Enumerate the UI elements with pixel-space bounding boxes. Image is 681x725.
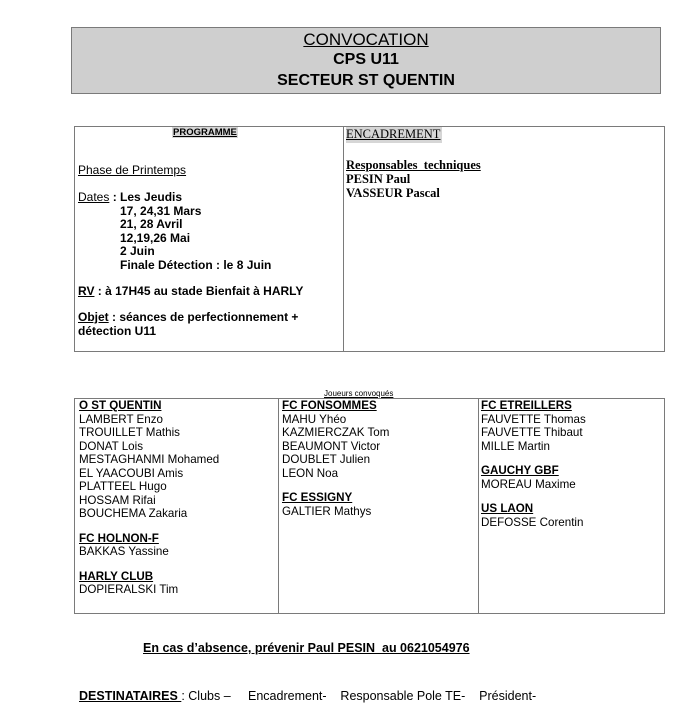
player-name: PLATTEEL Hugo [79, 480, 167, 493]
player-name: DOUBLET Julien [282, 453, 371, 466]
player-name: LAMBERT Enzo [79, 412, 163, 426]
header-banner [71, 27, 661, 94]
objet-text-2: détection U11 [78, 323, 157, 338]
dates-line: 12,19,26 Mai [120, 230, 191, 245]
joueurs-column-2 [282, 399, 389, 518]
destinataires-text: : Clubs – Encadrement- Responsable Pole TE- Président- [181, 689, 537, 703]
club-name: FC ESSIGNY [282, 491, 353, 504]
club-name: FC ETREILLERS [481, 399, 572, 412]
header-convocation: CONVOCATION [303, 30, 429, 49]
joueurs-title: Joueurs convoqués [324, 389, 394, 398]
player-name: MESTAGHANMI Mohamed [79, 453, 220, 466]
dates-label: Dates [78, 190, 110, 204]
player-name: HOSSAM Rifai [79, 493, 156, 507]
dates-line: 21, 28 Avril [120, 217, 183, 231]
joueurs-column-3 [481, 399, 586, 529]
club-name: FC HOLNON-F [79, 531, 159, 545]
club-name: O ST QUENTIN [79, 399, 162, 412]
destinataires-label: DESTINATAIRES [79, 689, 182, 703]
rv-label: RV [78, 284, 95, 298]
player-name: MOREAU Maxime [481, 477, 576, 491]
destinataires-line [79, 689, 536, 703]
responsables-title: Responsables techniques [346, 158, 481, 172]
absence-notice: En cas d’absence, prévenir Paul PESIN au 0621054976 [143, 641, 470, 655]
player-name: KAZMIERCZAK Tom [282, 426, 390, 439]
dates-first: : Les Jeudis [109, 190, 183, 204]
player-name: GALTIER Mathys [282, 504, 372, 518]
player-name: EL YAACOUBI Amis [79, 466, 184, 480]
player-name: DEFOSSE Corentin [481, 515, 584, 529]
player-name: LEON Noa [282, 466, 339, 480]
player-name: BEAUMONT Victor [282, 439, 381, 453]
player-name: DONAT Lois [79, 439, 143, 453]
rv-line [78, 285, 303, 299]
encadrement-block [346, 158, 481, 200]
player-name: TROUILLET Mathis [79, 426, 180, 439]
programme-title: PROGRAMME [173, 127, 237, 138]
player-name: BOUCHEMA Zakaria [79, 507, 188, 520]
box-divider [343, 127, 344, 351]
club-name: FC FONSOMMES [282, 399, 377, 412]
dates-line: 2 Juin [120, 244, 155, 258]
encadrant-name: VASSEUR Pascal [346, 186, 440, 200]
objet-block [78, 311, 298, 338]
column-divider [278, 399, 279, 613]
objet-text: : séances de perfectionnement + [108, 310, 299, 324]
header-secteur: SECTEUR ST QUENTIN [277, 72, 455, 89]
dates-line: 17, 24,31 Mars [120, 203, 202, 218]
joueurs-column-1 [79, 399, 219, 597]
club-name: HARLY CLUB [79, 569, 154, 583]
player-name: MILLE Martin [481, 439, 550, 453]
player-name: DOPIERALSKI Tim [79, 583, 179, 596]
rv-text: : à 17H45 au stade Bienfait à HARLY [94, 284, 304, 298]
player-name: FAUVETTE Thibaut [481, 426, 583, 439]
club-name: GAUCHY GBF [481, 464, 559, 477]
column-divider [478, 399, 479, 613]
player-name: FAUVETTE Thomas [481, 412, 586, 426]
objet-label: Objet [78, 310, 109, 324]
club-name: US LAON [481, 502, 534, 515]
dates-line: Finale Détection : le 8 Juin [120, 257, 272, 272]
dates-block [78, 191, 271, 272]
encadrement-title: ENCADREMENT [346, 127, 441, 141]
player-name: MAHU Yhéo [282, 412, 347, 426]
phase-text: Phase de Printemps [78, 163, 187, 177]
player-name: BAKKAS Yassine [79, 545, 169, 558]
encadrant-name: PESIN Paul [346, 172, 411, 186]
header-cps: CPS U11 [333, 51, 399, 68]
